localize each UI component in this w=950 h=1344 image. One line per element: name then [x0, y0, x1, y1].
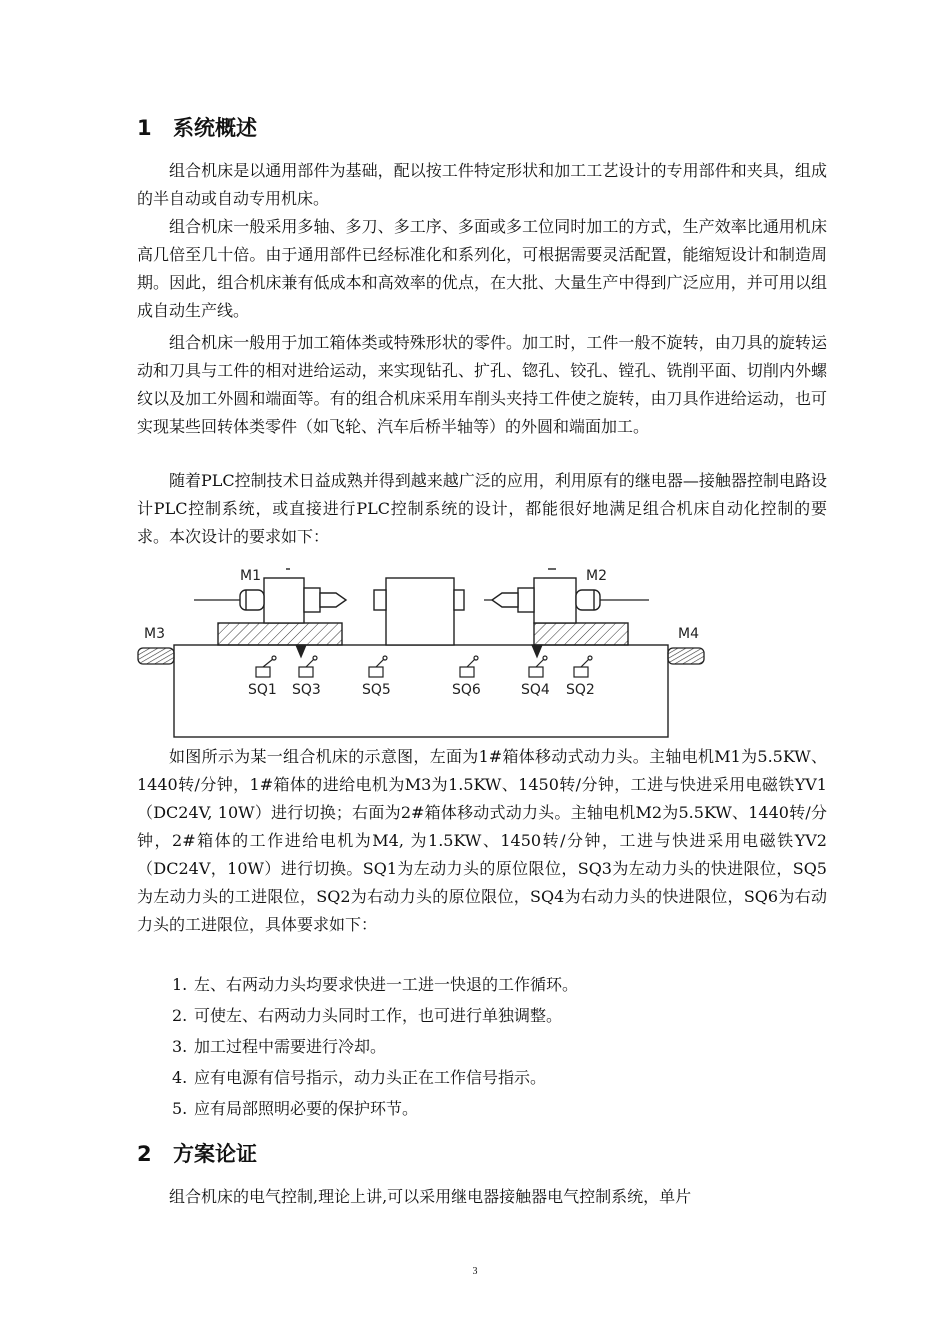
figure-description: 如图所示为某一组合机床的示意图，左面为1#箱体移动式动力头。主轴电机M1为5.5KW、1440转/分钟，1#箱体的进给电机为M3为1.5KW、1450转/分钟，工进与快进采用电磁铁YV1（DC24V, 10W）进行切换；右面为2#箱体移动式动力头。主轴电机M2为5.5KW、1440转/分钟，2#箱体的工作进给电机为M4, 为1.5KW、1450转/分钟，工进与快进采用电磁铁YV2（DC24V，10W）进行切换。SQ1为左动力头的原位限位，SQ3为左动力头的快进限位，SQ5为左动力头的工进限位，SQ2为右动力头的原位限位，SQ4为右动力头的快进限位，SQ6为右动力头的工进限位，具体要求如下： [137, 747, 827, 934]
limit-switch-actuators [296, 645, 542, 657]
label-sq3: SQ3 [292, 682, 321, 698]
page-number: 3 [472, 1266, 478, 1277]
list-item: 3. 加工过程中需要进行冷却。 [172, 1037, 387, 1056]
paragraph-3: 组合机床一般用于加工箱体类或特殊形状的零件。加工时，工件一般不旋转，由刀具的旋转运动和刀具与工件的相对进给运动，来实现钻孔、扩孔、锪孔、铰孔、镗孔、铣削平面、切削内外螺纹以及加工外圆和端面等。有的组合机床采用车削头夹持工件使之旋转，由刀具作进给运动，也可实现某些回转体类零件（如飞轮、汽车后桥半轴等）的外圆和端面加工。 [137, 333, 827, 436]
paragraph-1: 组合机床是以通用部件为基础，配以按工件特定形状和加工工艺设计的专用部件和夹具，组成的半自动或自动专用机床。 [137, 161, 827, 208]
label-sq6: SQ6 [452, 682, 481, 698]
paragraph-2: 组合机床一般采用多轴、多刀、多工序、多面或多工位同时加工的方式，生产效率比通用机床高几倍至几十倍。由于通用部件已经标准化和系列化，可根据需要灵活配置，能缩短设计和制造周期。因此，组合机床兼有低成本和高效率的优点，在大批、大量生产中得到广泛应用，并可用以组成自动生产线。 [137, 217, 827, 320]
paragraph-section-2: 组合机床的电气控制,理论上讲,可以采用继电器接触器电气控制系统，单片 [169, 1187, 692, 1206]
left-slide [218, 623, 342, 645]
section-2-number: 2 [137, 1142, 152, 1166]
label-m2: M2 [586, 568, 607, 584]
paragraph-4: 随着PLC控制技术日益成熟并得到越来越广泛的应用，利用原有的继电器—接触器控制电路设计PLC控制系统，或直接进行PLC控制系统的设计，都能很好地满足组合机床自动化控制的要求。本次设计的要求如下： [137, 471, 827, 546]
list-item: 1. 左、右两动力头均要求快进一工进一快退的工作循环。 [172, 975, 579, 994]
right-power-head [492, 569, 600, 623]
label-sq4: SQ4 [521, 682, 550, 698]
list-item: 4. 应有电源有信号指示，动力头正在工作信号指示。 [172, 1068, 547, 1087]
m3-motor-shaft [138, 648, 174, 664]
list-item: 2. 可使左、右两动力头同时工作，也可进行单独调整。 [172, 1006, 563, 1025]
label-sq2: SQ2 [566, 682, 595, 698]
workpiece-fixture [374, 578, 464, 645]
m4-motor-shaft [668, 648, 704, 664]
section-1-title: 系统概述 [173, 116, 257, 140]
label-m1: M1 [240, 568, 261, 584]
label-m3: M3 [144, 626, 165, 642]
requirements-list [172, 971, 578, 1126]
section-1-number: 1 [137, 116, 152, 140]
machine-tool-diagram [134, 560, 708, 740]
label-m4: M4 [678, 626, 699, 642]
right-slide [534, 623, 628, 645]
section-2-heading [137, 1138, 257, 1168]
label-sq1: SQ1 [248, 682, 277, 698]
label-sq5: SQ5 [362, 682, 391, 698]
section-2-title: 方案论证 [173, 1142, 257, 1166]
limit-switches [256, 656, 592, 677]
list-item: 5. 应有局部照明必要的保护环节。 [172, 1099, 419, 1118]
section-1-heading [137, 112, 257, 142]
